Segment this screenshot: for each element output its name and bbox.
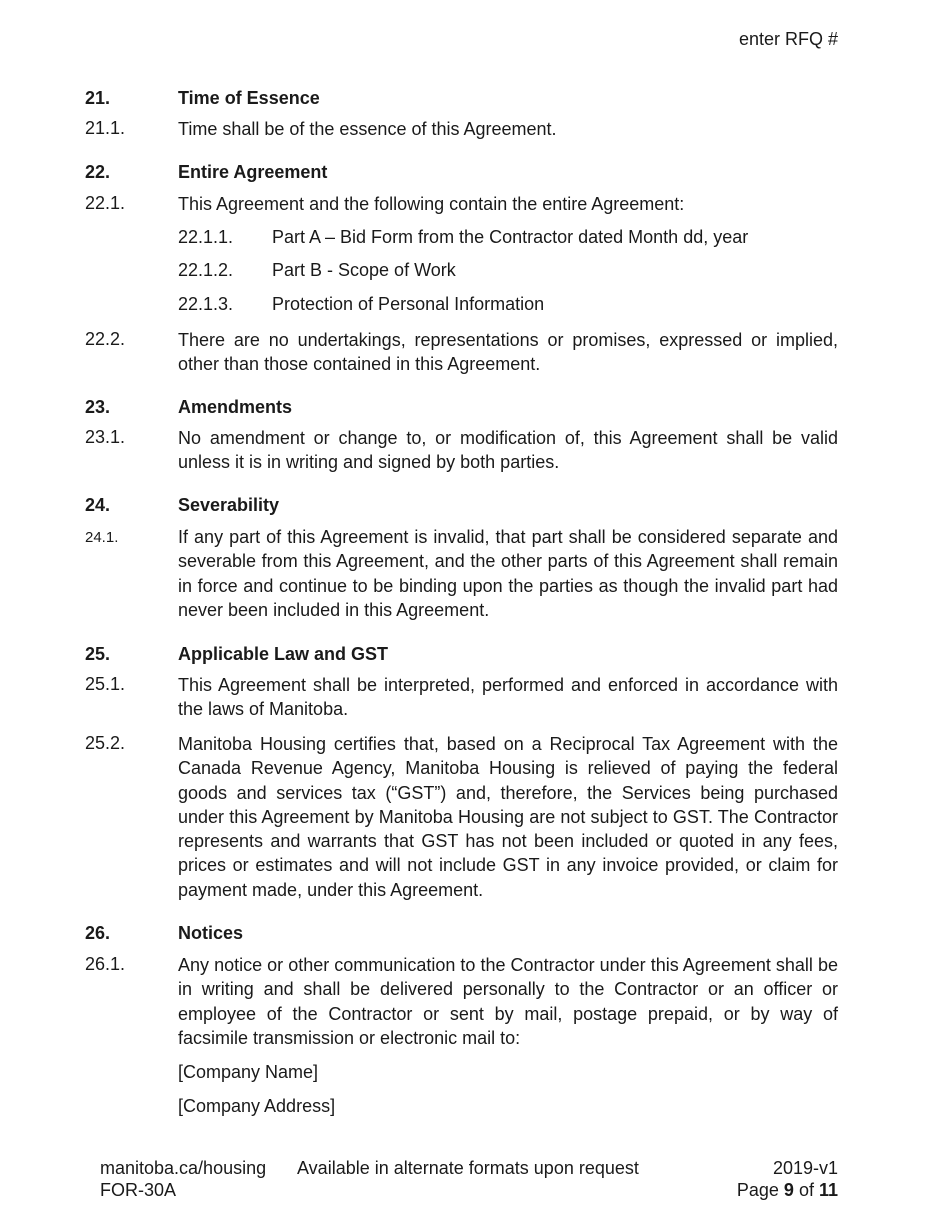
clause-number: 23.1. [85,427,126,447]
company-name-placeholder: [Company Name] [178,1062,319,1082]
footer-left [100,1157,266,1201]
section-title: Severability [178,495,280,515]
clause-number: 22.1. [85,193,126,213]
subclause-text: Part A – Bid Form from the Contractor dated Month dd, year [272,227,749,247]
footer-alt-formats: Available in alternate formats upon request [297,1158,639,1178]
subclause [178,227,748,248]
section-number: 23. [85,397,111,417]
clause-text: If any part of this Agreement is invalid, that part shall be considered separate and severable from this Agreement, and the other parts of this Agreement shall remain in force and continue to be binding upon the parties as though the invalid part had never been included in this Agreement. [178,527,838,620]
subclause-text: Protection of Personal Information [272,294,545,314]
page-indicator [737,1179,838,1201]
clause-number: 25.2. [85,733,126,753]
clause-text: Manitoba Housing certifies that, based on a Reciprocal Tax Agreement with the Canada Revenue Agency, Manitoba Housing is relieved of paying the federal goods and services tax (“GST”) and, therefore, the Services being purchased under this Agreement by Manitoba Housing are not subject to GST. The Contractor represents and warrants that GST has not been included or quoted in any fees, prices or estimates and will not include GST in any invoice provided, or claim for payment made, under this Agreement. [178,734,838,900]
clause-text: Time shall be of the essence of this Agreement. [178,119,557,139]
subclause-number: 22.1.1. [178,227,234,247]
subclause-text: Part B - Scope of Work [272,260,456,280]
subclause [178,294,544,315]
of-label: of [798,1180,814,1200]
rfq-number: enter RFQ # [738,29,838,49]
clause-text: This Agreement and the following contain the entire Agreement: [178,194,685,214]
clause-text: No amendment or change to, or modification of, this Agreement shall be valid unless it is in writing and signed by both parties. [178,428,838,473]
clause-number: 26.1. [85,954,126,974]
section-number: 26. [85,923,111,943]
section-number: 21. [85,88,111,108]
subclause-number: 22.1.2. [178,260,234,280]
section-title: Time of Essence [178,88,320,108]
clause-number: 22.2. [85,329,126,349]
clause-text: This Agreement shall be interpreted, performed and enforced in accordance with the laws of Manitoba. [178,675,838,720]
clause-number: 24.1. [85,529,119,546]
page-number: 9 [783,1180,794,1200]
footer-form-number: FOR-30A [100,1180,177,1200]
clause-text: There are no undertakings, representations or promises, expressed or implied, other than those contained in this Agreement. [178,330,838,375]
page-total: 11 [818,1180,838,1200]
clause-number: 21.1. [85,118,126,138]
company-address-placeholder: [Company Address] [178,1096,336,1116]
footer-right [737,1157,838,1201]
clause-number: 25.1. [85,674,126,694]
section-number: 22. [85,162,111,182]
footer-website: manitoba.ca/housing [100,1158,267,1178]
section-title: Entire Agreement [178,162,328,182]
section-number: 25. [85,644,111,664]
section-number: 24. [85,495,111,515]
subclause [178,260,456,281]
section-title: Notices [178,923,244,943]
footer-version: 2019-v1 [772,1158,838,1178]
section-title: Applicable Law and GST [178,644,389,664]
page-label: Page [736,1180,779,1200]
clause-text: Any notice or other communication to the Contractor under this Agreement shall be in writing and shall be delivered personally to the Contractor or an officer or employee of the Contractor or sent by mail, postage prepaid, or by way of facsimile transmission or electronic mail to: [178,955,838,1048]
section-title: Amendments [178,397,293,417]
subclause-number: 22.1.3. [178,294,234,314]
